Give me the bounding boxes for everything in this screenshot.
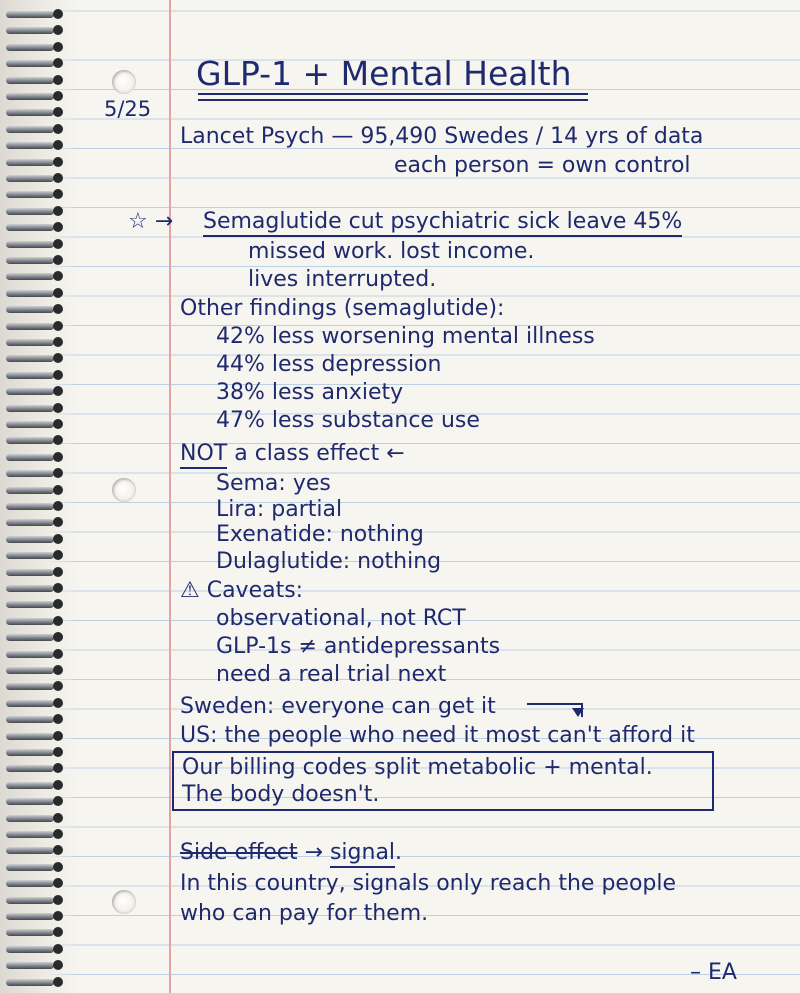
headline-sub: lives interrupted.: [248, 267, 437, 292]
class-effect-item: Dulaglutide: nothing: [216, 549, 442, 574]
arrow-icon: →: [304, 840, 323, 865]
spiral-coil: [6, 402, 64, 415]
callout-line: The body doesn't.: [182, 782, 380, 807]
punch-hole: [112, 70, 136, 94]
spiral-coil: [6, 8, 64, 21]
star-arrow-icon: ☆ →: [128, 209, 174, 234]
finding-item: 47% less substance use: [216, 408, 480, 433]
signature: – EA: [690, 960, 737, 985]
spiral-coil: [6, 484, 64, 497]
spiral-coil: [6, 287, 64, 300]
spiral-coil: [6, 467, 64, 480]
callout-line: Our billing codes split metabolic + mental.: [182, 755, 653, 780]
spiral-coil: [6, 631, 64, 644]
period: .: [395, 840, 403, 865]
punch-hole: [112, 890, 136, 914]
arrowhead-icon: [572, 708, 584, 717]
date: 5/25: [104, 97, 152, 121]
spiral-coil: [6, 746, 64, 759]
spiral-coil: [6, 320, 64, 333]
spiral-coil: [6, 943, 64, 956]
class-effect-item: Exenatide: nothing: [216, 522, 424, 547]
findings-heading: Other findings (semaglutide):: [180, 296, 505, 321]
spiral-coil: [6, 598, 64, 611]
spiral-coil: [6, 418, 64, 431]
spiral-coil: [6, 877, 64, 890]
margin-line: [169, 0, 171, 993]
spiral-coil: [6, 795, 64, 808]
spiral-coil: [6, 648, 64, 661]
spiral-coil: [6, 861, 64, 874]
class-effect-item: Sema: yes: [216, 471, 331, 496]
source-subline: each person = own control: [394, 153, 691, 178]
side-effect-line: [180, 840, 402, 866]
closing-line: who can pay for them.: [180, 901, 429, 926]
caveats-heading: ⚠ Caveats:: [180, 578, 304, 603]
sweden-line: Sweden: everyone can get it: [180, 694, 496, 719]
spiral-coil: [6, 926, 64, 939]
spiral-coil: [6, 451, 64, 464]
caveat-item: observational, not RCT: [216, 606, 466, 631]
finding-item: 44% less depression: [216, 352, 442, 377]
spiral-coil: [6, 188, 64, 201]
spiral-coil: [6, 336, 64, 349]
spiral-coil: [6, 24, 64, 37]
class-effect-item: Lira: partial: [216, 497, 343, 522]
spiral-coil: [6, 221, 64, 234]
spiral-coil: [6, 533, 64, 546]
spiral-coil: [6, 369, 64, 382]
caveat-item: GLP-1s ≠ antidepressants: [216, 634, 501, 659]
spiral-coil: [6, 910, 64, 923]
spiral-coil: [6, 254, 64, 267]
class-effect-heading: [180, 441, 405, 467]
headline-text: Semaglutide cut psychiatric sick leave 45%: [203, 209, 682, 237]
spiral-coil: [6, 500, 64, 513]
not-label: NOT: [180, 441, 227, 469]
spiral-coil: [6, 812, 64, 825]
spiral-coil: [6, 90, 64, 103]
class-effect-text: a class effect ←: [234, 441, 405, 466]
spiral-coil: [6, 762, 64, 775]
callout-box: [172, 751, 714, 811]
punch-hole: [112, 478, 136, 502]
spiral-coil: [6, 139, 64, 152]
spiral-coil: [6, 549, 64, 562]
spiral-coil: [6, 566, 64, 579]
spiral-coil: [6, 779, 64, 792]
spiral-coil: [6, 697, 64, 710]
spiral-coil: [6, 238, 64, 251]
spiral-coil: [6, 828, 64, 841]
spiral-coil: [6, 74, 64, 87]
spiral-coil: [6, 352, 64, 365]
spiral-coil: [6, 205, 64, 218]
spiral-coil: [6, 582, 64, 595]
headline: [203, 209, 682, 235]
finding-item: 38% less anxiety: [216, 380, 404, 405]
spiral-coil: [6, 434, 64, 447]
finding-item: 42% less worsening mental illness: [216, 324, 595, 349]
spiral-coil: [6, 156, 64, 169]
spiral-coil: [6, 713, 64, 726]
spiral-coil: [6, 730, 64, 743]
spiral-coil: [6, 385, 64, 398]
headline-sub: missed work. lost income.: [248, 239, 535, 264]
title-underline: [198, 93, 588, 95]
caveat-item: need a real trial next: [216, 662, 447, 687]
page-title: GLP-1 + Mental Health: [196, 54, 572, 93]
spiral-coil: [6, 106, 64, 119]
signal-word: signal: [330, 840, 395, 868]
spiral-coil: [6, 172, 64, 185]
spiral-coil: [6, 516, 64, 529]
spiral-coil: [6, 270, 64, 283]
struck-text: Side effect: [180, 840, 298, 865]
source-line: Lancet Psych — 95,490 Swedes / 14 yrs of data: [180, 124, 704, 149]
title-underline: [198, 99, 588, 101]
spiral-coil: [6, 976, 64, 989]
spiral-coil: [6, 303, 64, 316]
closing-line: In this country, signals only reach the people: [180, 871, 677, 896]
spiral-coil: [6, 123, 64, 136]
spiral-coil: [6, 680, 64, 693]
spiral-coil: [6, 615, 64, 628]
spiral-coil: [6, 844, 64, 857]
spiral-coil: [6, 664, 64, 677]
spiral-coil: [6, 959, 64, 972]
spiral-coil: [6, 894, 64, 907]
us-line: US: the people who need it most can't afford it: [180, 723, 695, 748]
spiral-coil: [6, 41, 64, 54]
spiral-coil: [6, 57, 64, 70]
